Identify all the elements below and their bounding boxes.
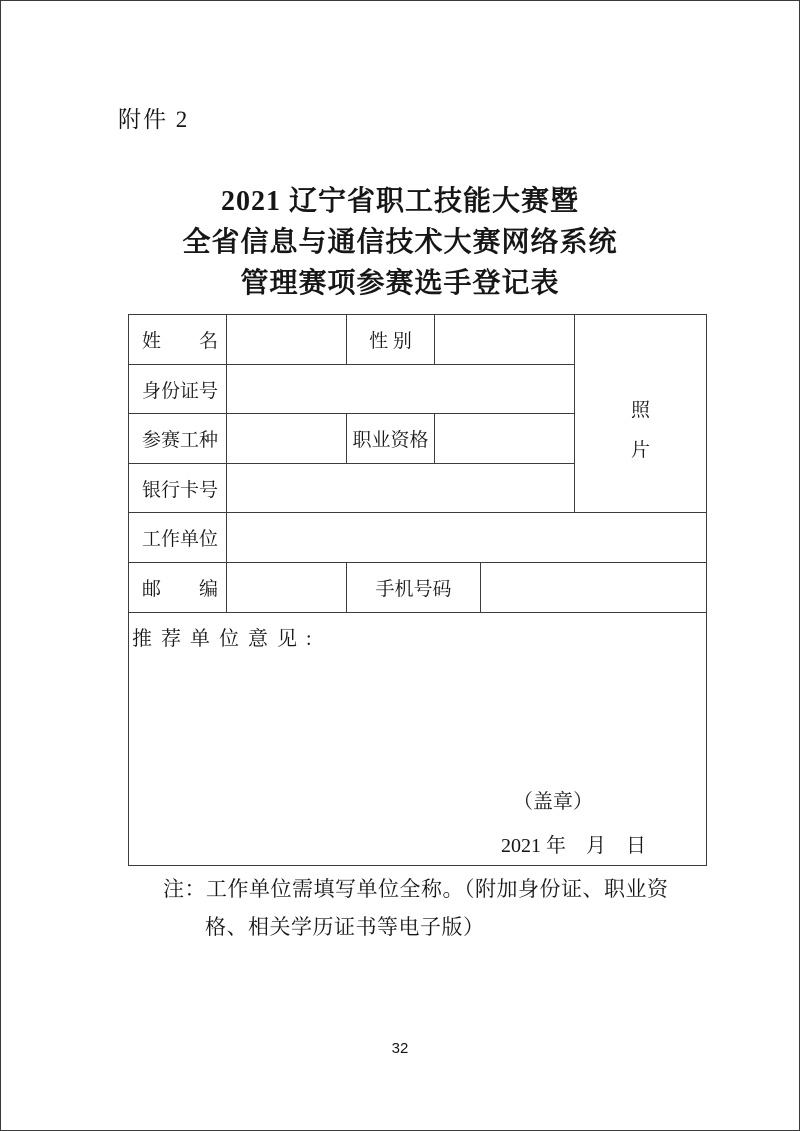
title-line-2: 全省信息与通信技术大赛网络系统 [182,227,618,258]
bank-card-label: 银行卡号 [129,464,227,513]
qualification-value-cell [435,414,575,464]
title-line-3: 管理赛项参赛选手登记表 [240,268,560,299]
registration-form-table [128,314,707,866]
recommendation-label: 推荐单位意见: [132,628,321,650]
gender-value-cell [435,315,575,365]
name-label: 姓 名 [129,315,227,365]
id-number-label: 身份证号 [129,365,227,414]
stamp-placeholder: （盖章） [513,791,593,813]
trade-label: 参赛工种 [129,414,227,464]
document-title [0,181,800,304]
photo-cell [575,315,706,513]
trade-value-cell [227,414,347,464]
id-number-value-cell [227,365,575,414]
postal-code-value-cell [227,563,347,613]
mobile-value-cell [481,563,706,613]
bank-card-value-cell [227,464,575,513]
qualification-label: 职业资格 [347,414,435,464]
mobile-label: 手机号码 [347,563,481,613]
page-number: 32 [391,1040,409,1057]
gender-label: 性 别 [347,315,435,365]
date-placeholder: 2021 年 月 日 [501,835,646,857]
work-unit-label: 工作单位 [129,513,227,563]
footnote-line-1: 注：工作单位需填写单位全称。（附加身份证、职业资 [163,877,669,901]
name-value-cell [227,315,347,365]
title-line-1: 2021 辽宁省职工技能大赛暨 [220,186,579,217]
footnote-line-2: 格、相关学历证书等电子版） [205,915,485,939]
footnote [163,870,693,946]
work-unit-value-cell [227,513,706,563]
postal-code-label: 邮 编 [129,563,227,613]
recommendation-cell [129,613,706,865]
photo-label: 照片 [630,399,650,461]
attachment-label: 附件 2 [118,107,190,132]
